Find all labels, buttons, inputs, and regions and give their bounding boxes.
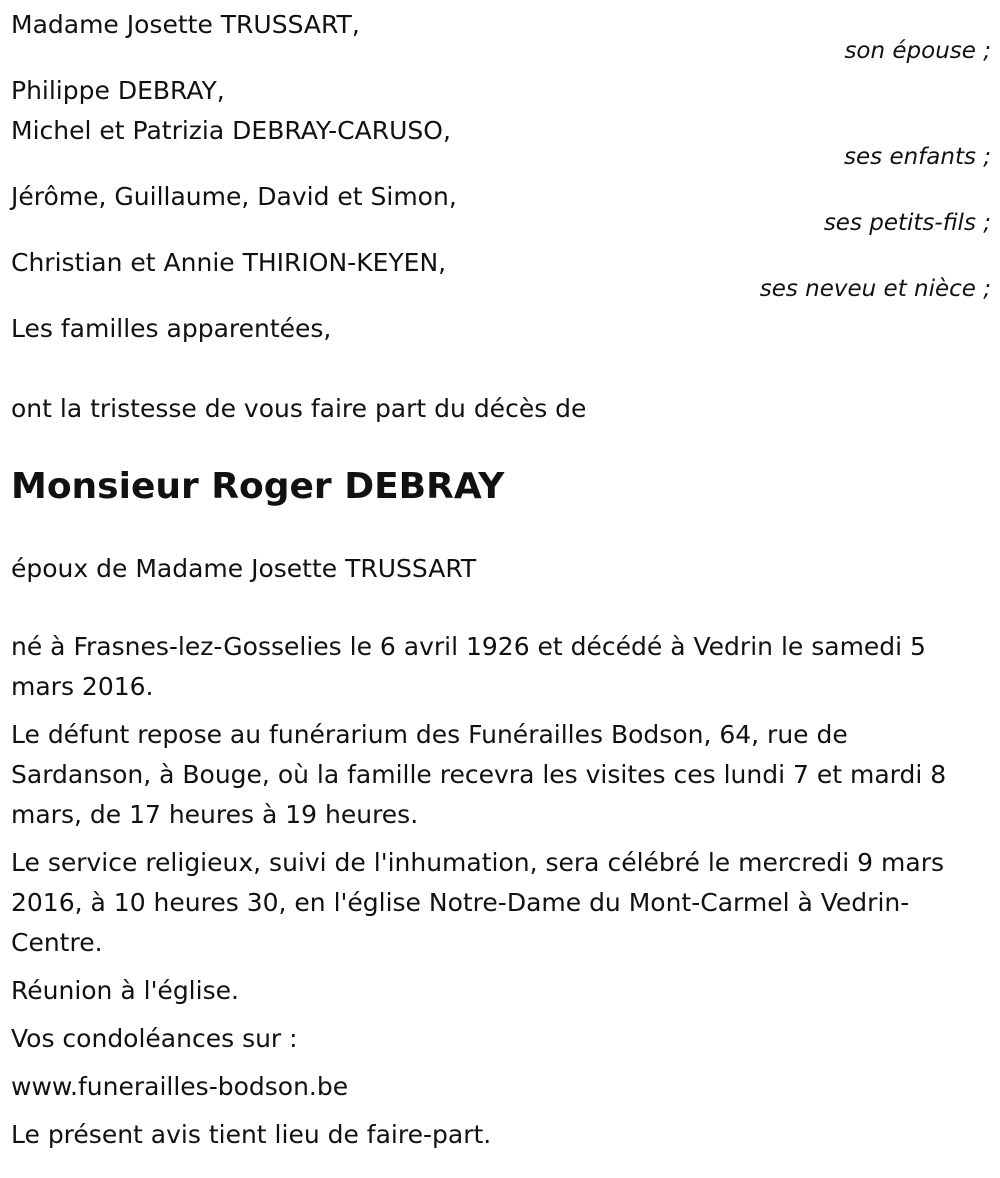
family-relation: ses petits-fils ;: [823, 210, 991, 236]
family-relation: ses enfants ;: [844, 144, 991, 170]
family-names: Jérôme, Guillaume, David et Simon,: [11, 182, 457, 211]
family-names: Michel et Patrizia DEBRAY-CARUSO,: [11, 116, 451, 145]
family-relation: son épouse ;: [844, 38, 991, 64]
related-families: Les familles apparentées,: [11, 314, 332, 343]
obituary-notice: [11, 5, 991, 1163]
notice-paragraph: Le présent avis tient lieu de faire-part.: [11, 1120, 492, 1149]
announcement: ont la tristesse de vous faire part du décès de: [11, 394, 587, 423]
deceased-name: Monsieur Roger DEBRAY: [11, 466, 505, 507]
service-paragraph: Le service religieux, suivi de l'inhumation, sera célébré le mercredi 9 mars 2016, à 10 heures 30, en l'église Notre-Dame du Mont-Carmel à Vedrin-Centre.: [11, 848, 945, 957]
visitation-paragraph: Le défunt repose au funérarium des Funérailles Bodson, 64, rue de Sardanson, à Bouge, où la famille recevra les visites ces lundi 7 et mardi 8 mars, de 17 heures à 19 heures.: [11, 720, 947, 829]
family-group-spouse: [11, 5, 991, 63]
spouse-line: époux de Madame Josette TRUSSART: [11, 554, 477, 583]
family-group-grandsons: [11, 177, 991, 235]
family-names: Philippe DEBRAY,: [11, 76, 225, 105]
family-group-children: [11, 71, 991, 169]
condolences-label: Vos condoléances sur :: [11, 1024, 298, 1053]
family-relation: ses neveu et nièce ;: [759, 276, 991, 302]
website-link[interactable]: www.funerailles-bodson.be: [11, 1072, 349, 1101]
family-group-nephew-niece: [11, 243, 991, 301]
birth-death-paragraph: né à Frasnes-lez-Gosselies le 6 avril 1926 et décédé à Vedrin le samedi 5 mars 2016.: [11, 632, 926, 701]
meeting-paragraph: Réunion à l'église.: [11, 976, 239, 1005]
family-names: Madame Josette TRUSSART,: [11, 10, 360, 39]
family-names: Christian et Annie THIRION-KEYEN,: [11, 248, 447, 277]
